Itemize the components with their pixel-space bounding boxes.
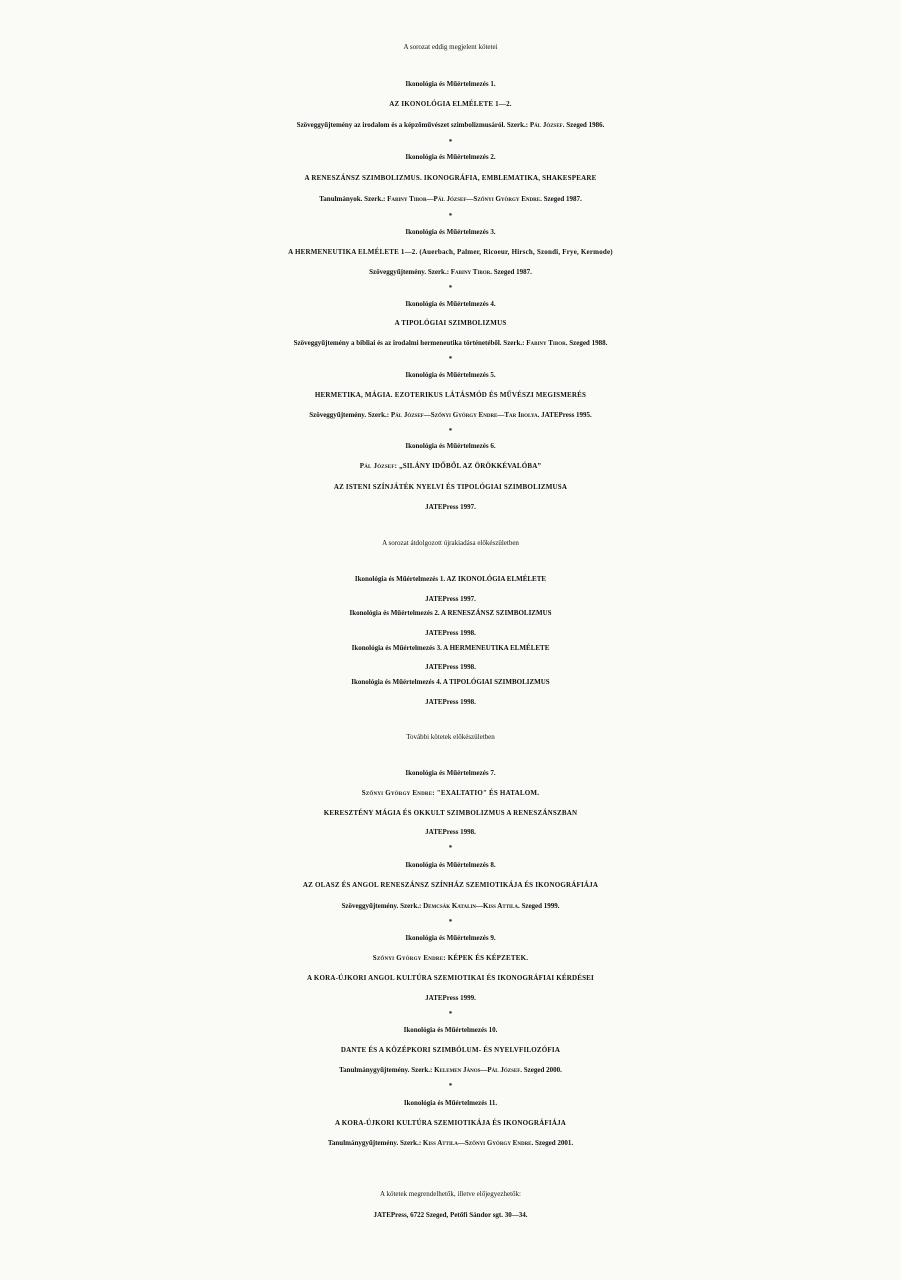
volume-11-title: A KORA-ÚJKORI KULTÚRA SZEMIOTIKÁJA ÉS IKONOGRÁFIÁJA (334, 1119, 567, 1127)
volume-3-title: A HERMENEUTIKA ELMÉLETE 1—2. (Auerbach, Palmer, Ricoeur, Hirsch, Szondi, Frye, Kermode) (288, 248, 613, 256)
volume-1-note: Szöveggyűjtemény az irodalom és a képzőművészet szimbolizmusáról. Szerk.: Pál József. Szeged 1986. (296, 121, 605, 129)
volume-2-title: A RENESZÁNSZ SZIMBOLIZMUS. IKONOGRÁFIA, EMBLEMATIKA, SHAKESPEARE (304, 174, 597, 182)
separator-star: * (448, 844, 453, 852)
separator-star: * (448, 284, 453, 292)
reissue-3-title: Ikonológia és Műértelmezés 3. A HERMENEUTIKA ELMÉLETE (351, 644, 550, 652)
volume-3-note: Szöveggyűjtemény. Szerk.: Fabiny Tibor. Szeged 1987. (369, 268, 532, 276)
volume-1-title: AZ IKONOLÓGIA ELMÉLETE 1—2. (389, 100, 512, 108)
volume-5-series: Ikonológia és Műértelmezés 5. (405, 371, 496, 379)
reissue-2-note: JATEPress 1998. (425, 629, 476, 637)
volume-4-title: A TIPOLÓGIAI SZIMBOLIZMUS (394, 319, 507, 327)
reissue-4-title: Ikonológia és Műértelmezés 4. A TIPOLÓGIAI SZIMBOLIZMUS (351, 678, 550, 686)
volume-7-title-a: Szőnyi György Endre: "EXALTATIO" ÉS HATALOM. (361, 789, 540, 797)
reissue-4-note: JATEPress 1998. (425, 698, 476, 706)
volume-5-note: Szöveggyűjtemény. Szerk.: Pál József—Szőnyi György Endre—Tar Ibolya. JATEPress 1995. (309, 411, 592, 419)
separator-star: * (448, 918, 453, 926)
order-info: A kötetek megrendelhetők, illetve előjegyezhetők: (380, 1190, 521, 1198)
volume-9-note: JATEPress 1999. (425, 994, 476, 1002)
volume-7-note: JATEPress 1998. (425, 828, 476, 836)
separator-star: * (448, 355, 453, 363)
volume-7-series: Ikonológia és Műértelmezés 7. (405, 769, 496, 777)
separator-star: * (448, 427, 453, 435)
volume-6-title-b: AZ ISTENI SZÍNJÁTÉK NYELVI ÉS TIPOLÓGIAI SZIMBOLIZMUSA (333, 483, 568, 491)
volume-10-series: Ikonológia és Műértelmezés 10. (403, 1026, 498, 1034)
reissue-3-note: JATEPress 1998. (425, 663, 476, 671)
separator-star: * (448, 212, 453, 220)
separator-star: * (448, 138, 453, 146)
volume-4-series: Ikonológia és Műértelmezés 4. (405, 300, 496, 308)
volume-6-series: Ikonológia és Műértelmezés 6. (405, 442, 496, 450)
publisher-address: JATEPress, 6722 Szeged, Petőfi Sándor sgt. 30—34. (373, 1211, 528, 1219)
volume-11-note: Tanulmánygyűjtemény. Szerk.: Kiss Attila—Szőnyi György Endre. Szeged 2001. (327, 1139, 574, 1147)
reissue-1-title: Ikonológia és Műértelmezés 1. AZ IKONOLÓGIA ELMÉLETE (354, 575, 547, 583)
volume-10-note: Tanulmánygyűjtemény. Szerk.: Kelemen János—Pál József. Szeged 2000. (339, 1066, 562, 1074)
volume-6-note: JATEPress 1997. (425, 503, 476, 511)
volume-8-series: Ikonológia és Műértelmezés 8. (405, 861, 496, 869)
separator-star: * (448, 1082, 453, 1090)
reissue-2-title: Ikonológia és Műértelmezés 2. A RENESZÁNSZ SZIMBOLIZMUS (349, 609, 552, 617)
upcoming-header: További kötetek előkészületben (406, 733, 495, 741)
volume-1-series: Ikonológia és Műértelmezés 1. (405, 80, 496, 88)
volume-11-series: Ikonológia és Műértelmezés 11. (403, 1099, 498, 1107)
volume-10-title: DANTE ÉS A KÖZÉPKORI SZIMBÓLUM- ÉS NYELVFILOZÓFIA (340, 1046, 561, 1054)
reissue-header: A sorozat átdolgozott újrakiadása előkészületben (382, 539, 519, 547)
volume-8-title: AZ OLASZ ÉS ANGOL RENESZÁNSZ SZÍNHÁZ SZEMIOTIKÁJA ÉS IKONOGRÁFIÁJA (302, 881, 599, 889)
volume-2-series: Ikonológia és Műértelmezés 2. (405, 153, 496, 161)
volume-8-note: Szöveggyűjtemény. Szerk.: Demcsák Katalin—Kiss Attila. Szeged 1999. (341, 902, 560, 910)
reissue-1-note: JATEPress 1997. (425, 595, 476, 603)
volume-3-series: Ikonológia és Műértelmezés 3. (405, 228, 496, 236)
volume-6-title-a: Pál József: „SILÁNY IDŐBŐL AZ ÖRÖKKÉVALÓBA” (359, 462, 542, 470)
volume-5-title: HERMETIKA, MÁGIA. EZOTERIKUS LÁTÁSMÓD ÉS MŰVÉSZI MEGISMERÉS (314, 391, 587, 399)
volume-7-title-b: KERESZTÉNY MÁGIA ÉS OKKULT SZIMBOLIZMUS A RENESZÁNSZBAN (323, 809, 578, 817)
published-volumes-header: A sorozat eddig megjelent kötetei (403, 43, 498, 51)
volume-4-note: Szöveggyűjtemény a bibliai és az irodalmi hermeneutika történetéből. Szerk.: Fabiny Tibor. Szeged 1988. (293, 339, 608, 347)
separator-star: * (448, 1010, 453, 1018)
volume-9-title-b: A KORA-ÚJKORI ANGOL KULTÚRA SZEMIOTIKAI ÉS IKONOGRÁFIAI KÉRDÉSEI (307, 974, 594, 982)
volume-9-series: Ikonológia és Műértelmezés 9. (405, 934, 496, 942)
volume-2-note: Tanulmányok. Szerk.: Fabiny Tibor—Pál József—Szőnyi György Endre. Szeged 1987. (319, 195, 582, 203)
volume-9-title-a: Szőnyi György Endre: KÉPEK ÉS KÉPZETEK. (372, 954, 529, 962)
